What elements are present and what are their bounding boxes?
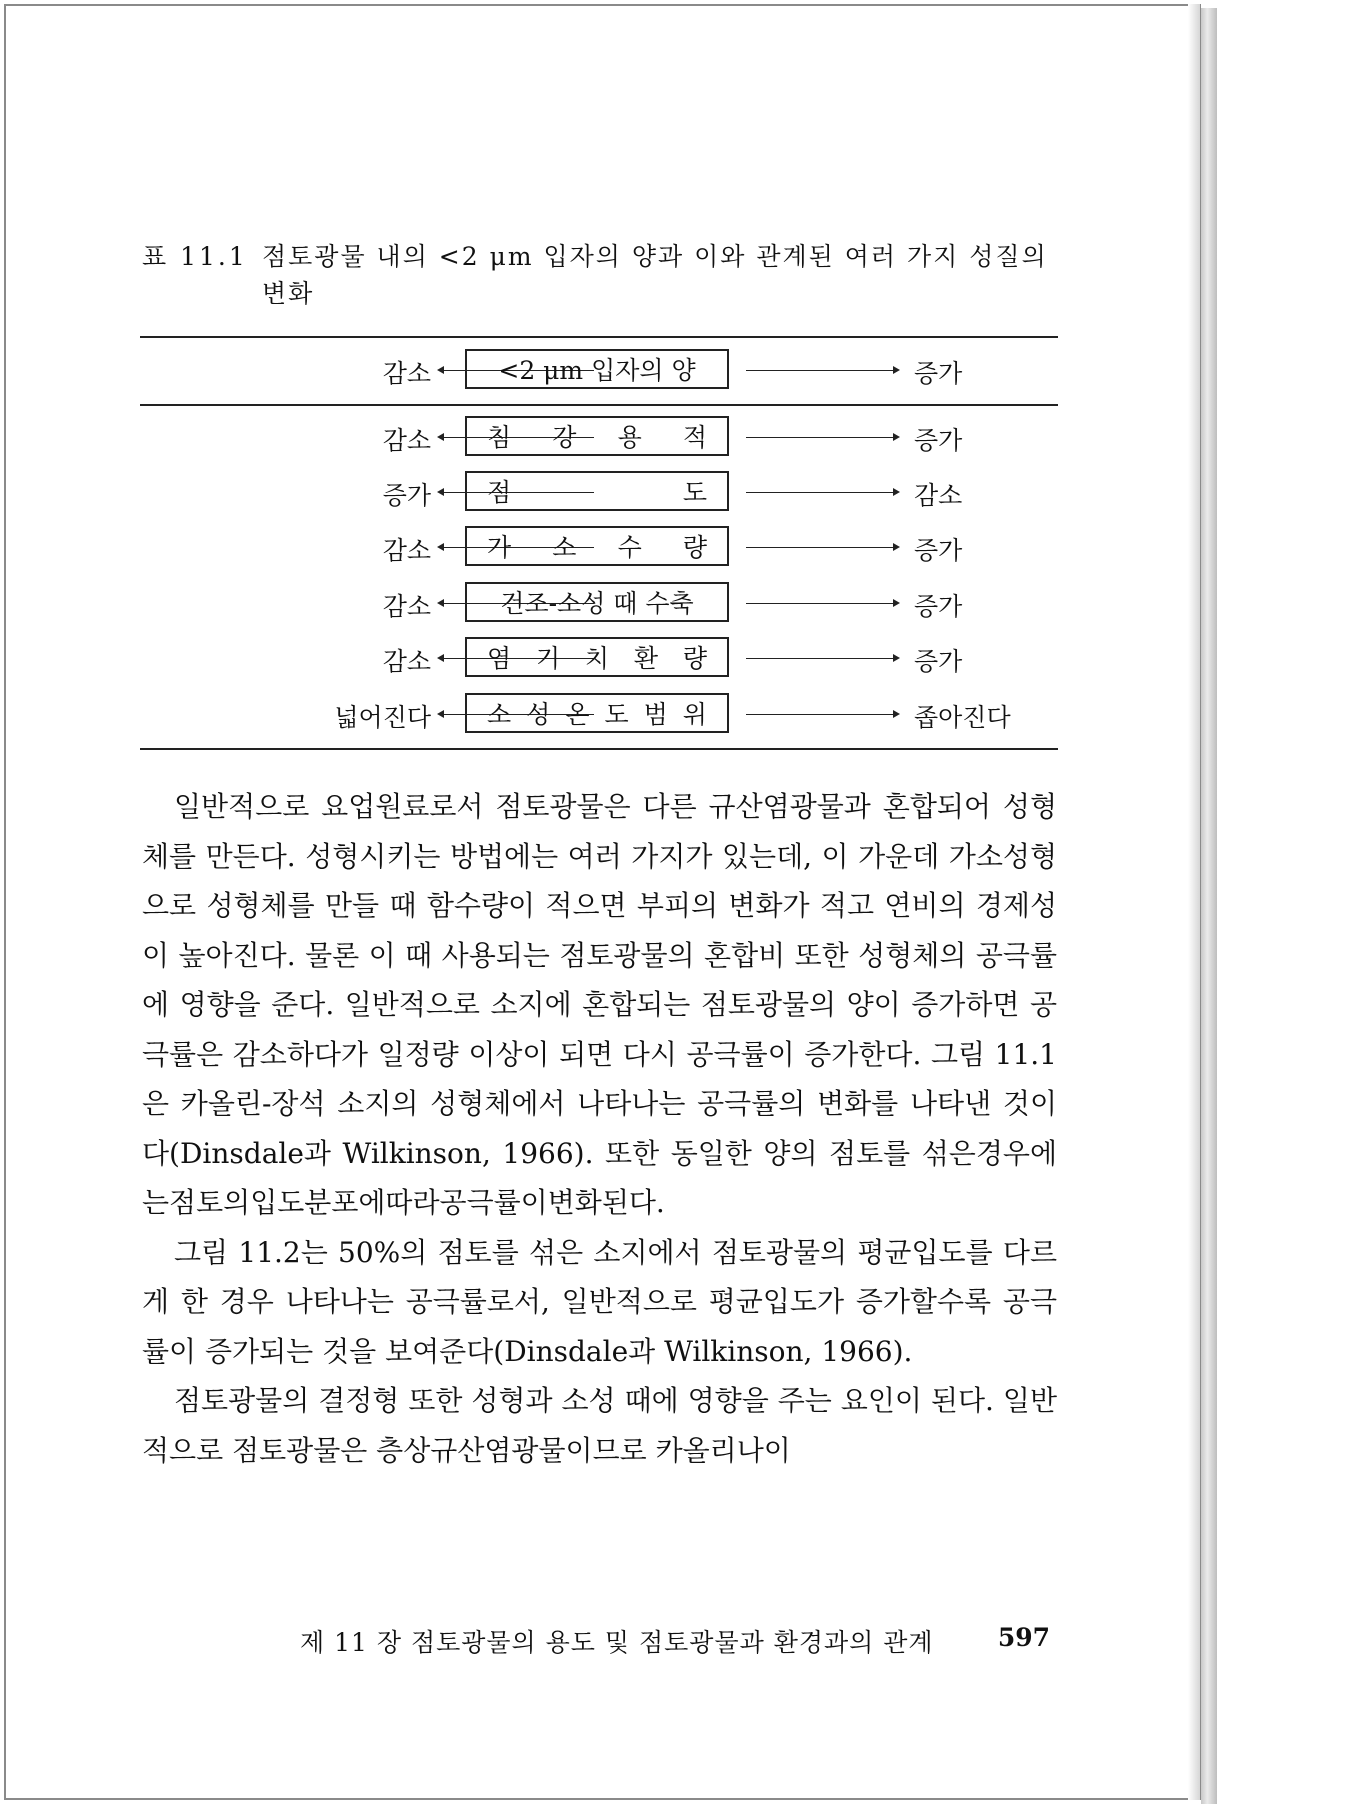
book-spine-edge: [1201, 8, 1217, 1804]
property-char: 강: [552, 423, 577, 452]
row-right: 좁아진다: [914, 703, 1011, 732]
page-edge: [1188, 4, 1200, 1800]
property-char: 환: [633, 644, 659, 673]
property-char: 량: [682, 533, 707, 562]
row-left: 감소: [382, 426, 431, 455]
header-right: 증가: [914, 359, 963, 388]
property-char: 소: [487, 700, 512, 729]
property-char: 도: [682, 478, 707, 507]
property-char: 온: [565, 700, 590, 729]
table-row: [140, 471, 1058, 515]
table-row: [140, 637, 1058, 681]
paragraph: 그림 11.2는 50%의 점토를 섞은 소지에서 점토광물의 평균입도를 다르게 한 경우 나타나는 공극률로서, 일반적으로 평균입도가 증가할수록 공극률이 증가되는 것을 보여준다(Dinsdale과 Wilkinson, 1966).: [142, 1235, 1057, 1368]
property-char: 침: [487, 423, 512, 452]
table-label: 표 11.1: [142, 242, 248, 271]
row-left: 감소: [382, 647, 431, 676]
right-arrow: [746, 714, 898, 715]
property-char: 성: [526, 700, 551, 729]
row-left: 증가: [382, 481, 431, 510]
table-header-row: [140, 349, 1058, 393]
property-char: 염: [487, 644, 512, 673]
property-char: 수: [617, 533, 642, 562]
table-header-rule: [140, 404, 1058, 406]
row-left: 감소: [382, 592, 431, 621]
property-char: 기: [535, 644, 561, 673]
header-property: <2 μm 입자의 양: [498, 356, 696, 385]
property-char: 적: [682, 423, 707, 452]
table-top-rule: [140, 336, 1058, 338]
property-box: [465, 582, 729, 622]
right-arrow: [746, 437, 898, 438]
property-text: 건조-소성 때 수축: [500, 589, 694, 618]
table-row: [140, 582, 1058, 626]
property-box: [465, 693, 729, 733]
row-left: 넓어진다: [334, 703, 431, 732]
header-left: 감소: [382, 359, 431, 388]
row-right: 증가: [914, 592, 963, 621]
property-char: 가: [487, 533, 512, 562]
row-right: 감소: [914, 481, 963, 510]
right-arrow: [746, 492, 898, 493]
property-char: 량: [682, 644, 707, 673]
right-arrow: [746, 547, 898, 548]
property-char: 위: [682, 700, 707, 729]
header-property-box: [465, 349, 729, 389]
page-number: 597: [997, 1623, 1050, 1652]
right-arrow: [746, 370, 898, 371]
paragraph: 일반적으로 요업원료로서 점토광물은 다른 규산염광물과 혼합되어 성형체를 만든다. 성형시키는 방법에는 여러 가지가 있는데, 이 가운데 가소성형으로 성형체를 만들 때 함수량이 적으면 부피의 변화가 적고 연비의 경제성이 높아진다. 물론 이 때 사용되는 점토광물의 혼합비 또한 성형체의 공극률에 영향을 준다. 일반적으로 소지에 혼합되는 점토광물의 양이 증가하면 공극률은 감소하다가 일정량 이상이 되면 다시 공극률이 증가한다. 그림 11.1은 카올린-장석 소지의 성형체에서 나타나는 공극률의 변화를 나타낸 것이다(Dinsdale과 Wilkinson, 1966). 또한 동일한 양의 점토를 섞은경우에는점토의입도분포에따라공극률이변화된다.: [142, 790, 1057, 1219]
property-char: 범: [643, 700, 668, 729]
property-char: 소: [552, 533, 577, 562]
property-char: 치: [584, 644, 610, 673]
property-char: 도: [604, 700, 629, 729]
chapter-title: 제 11 장 점토광물의 용도 및 점토광물과 환경과의 관계: [300, 1628, 934, 1657]
property-char: 용: [617, 423, 642, 452]
property-box: [465, 416, 729, 456]
property-box: [465, 637, 729, 677]
table-title: 점토광물 내의 <2 μm 입자의 양과 이와 관계된 여러 가지 성질의 변화: [262, 242, 1048, 308]
table-bottom-rule: [140, 748, 1058, 750]
property-box: [465, 471, 729, 511]
right-arrow: [746, 658, 898, 659]
row-right: 증가: [914, 647, 963, 676]
right-arrow: [746, 603, 898, 604]
body-text: [142, 782, 1057, 1475]
row-right: 증가: [914, 536, 963, 565]
property-box: [465, 526, 729, 566]
table-row: [140, 526, 1058, 570]
paragraph: 점토광물의 결정형 또한 성형과 소성 때에 영향을 주는 요인이 된다. 일반적으로 점토광물은 층상규산염광물이므로 카올리나이: [142, 1384, 1057, 1467]
row-left: 감소: [382, 536, 431, 565]
property-char: 점: [487, 478, 512, 507]
row-right: 증가: [914, 426, 963, 455]
table-row: [140, 693, 1058, 737]
table-row: [140, 416, 1058, 460]
